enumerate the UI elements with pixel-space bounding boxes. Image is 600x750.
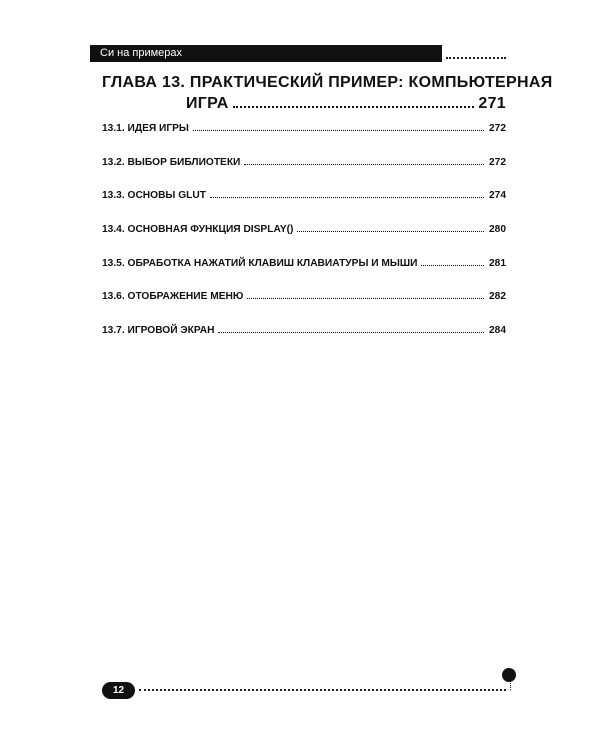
toc-entry-number: 13.3. (102, 190, 125, 202)
chapter-page-number: 271 (478, 95, 506, 112)
toc-entry[interactable] (102, 323, 506, 338)
toc-entry-page: 281 (489, 257, 506, 269)
toc-dot-leader (193, 129, 484, 131)
toc-entry[interactable] (102, 188, 506, 203)
footer-dotted-stem (510, 681, 511, 690)
toc-entry-page: 274 (489, 190, 506, 202)
toc-dot-leader (297, 230, 484, 232)
chapter-dot-leader (233, 105, 475, 108)
toc-entry[interactable] (102, 155, 506, 170)
toc-entry-page: 272 (489, 156, 506, 168)
toc-entry-number: 13.6. (102, 291, 125, 303)
toc-entry[interactable] (102, 121, 506, 136)
running-header-title: Си на примерах (100, 47, 183, 59)
toc-dot-leader (421, 264, 484, 266)
toc-entry-title: ОТОБРАЖЕНИЕ МЕНЮ (127, 291, 244, 303)
chapter-heading[interactable] (102, 72, 553, 114)
toc-entry-title: ОСНОВЫ GLUT (127, 190, 206, 202)
toc-entry-number: 13.4. (102, 224, 125, 236)
toc-entry-page: 280 (489, 224, 506, 236)
toc-entry-number: 13.2. (102, 156, 125, 168)
header-dotted-rule (446, 57, 506, 59)
toc-entry-page: 284 (489, 325, 506, 337)
chapter-title-word: ИГРА (186, 95, 229, 112)
toc-dot-leader (210, 196, 484, 198)
toc-list (102, 121, 506, 357)
toc-dot-leader (218, 331, 484, 333)
chapter-title-line1: ГЛАВА 13. ПРАКТИЧЕСКИЙ ПРИМЕР: КОМПЬЮТЕРНАЯ (102, 74, 553, 91)
chapter-title-line2 (102, 93, 506, 114)
toc-entry-number: 13.5. (102, 257, 125, 269)
toc-entry-title: ОСНОВНАЯ ФУНКЦИЯ DISPLAY() (127, 224, 294, 236)
toc-entry[interactable] (102, 289, 506, 304)
toc-entry[interactable] (102, 256, 506, 271)
toc-entry-title: ИДЕЯ ИГРЫ (127, 123, 189, 134)
toc-entry-title: ИГРОВОЙ ЭКРАН (127, 325, 215, 337)
footer-circle-ornament (502, 668, 516, 682)
toc-dot-leader (244, 163, 484, 165)
toc-entry-title: ОБРАБОТКА НАЖАТИЙ КЛАВИШ КЛАВИАТУРЫ И МЫШИ (127, 257, 418, 269)
toc-entry[interactable] (102, 222, 506, 237)
toc-entry-number: 13.7. (102, 325, 125, 337)
footer-dotted-rule (139, 689, 506, 691)
toc-entry-title: ВЫБОР БИБЛИОТЕКИ (127, 156, 241, 168)
toc-entry-page: 282 (489, 291, 506, 303)
toc-entry-page: 272 (489, 123, 506, 134)
toc-dot-leader (247, 297, 484, 299)
page-number-badge: 12 (102, 682, 135, 699)
toc-entry-number: 13.1. (102, 123, 125, 134)
